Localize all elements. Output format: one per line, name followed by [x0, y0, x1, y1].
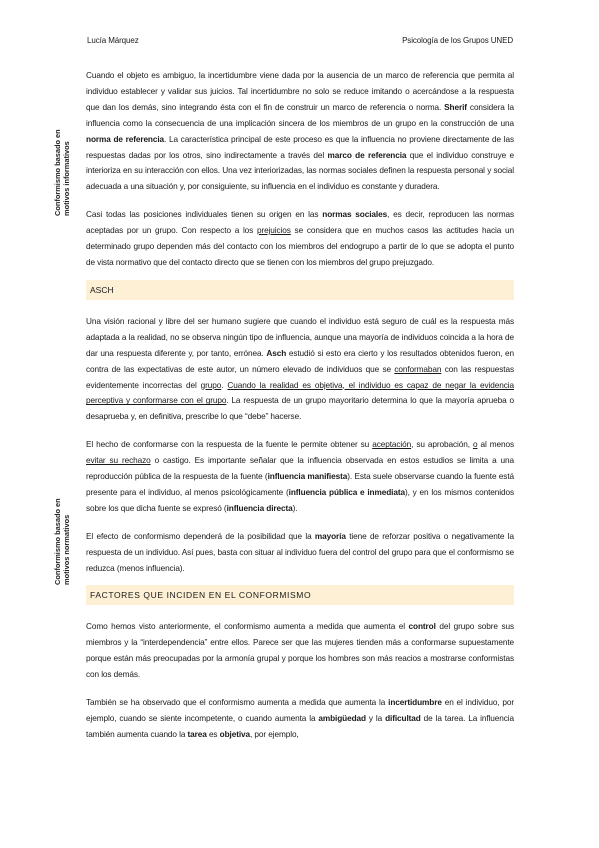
text-run: El efecto de conformismo dependerá de la posibilidad que la [86, 531, 315, 541]
bold-term: control [408, 622, 436, 632]
section-heading-factores: FACTORES QUE INCIDEN EN EL CONFORMISMO [86, 585, 514, 605]
bold-term: dificultad [385, 714, 421, 723]
text-run: , es decir, reproducen las normas aceptadas por un grupo. Con respecto a los [86, 210, 514, 236]
bold-term: tarea [187, 729, 207, 739]
side-label-line: Conformismo basado en [53, 129, 62, 216]
text-run: Casi todas las posiciones individuales tienen su origen en las [86, 210, 323, 220]
text-run: considera la influencia como la consecuencia de una implicación sincera de los miembros de un grupo en la construcción de una [86, 102, 514, 128]
paragraph-control [86, 619, 514, 683]
text-run: ). [292, 503, 298, 513]
text-run: se considera que en muchos casos las actitudes hacia un determinado grupo dependen más del contacto con los miembros del endogrupo a partir de lo que se adopta el punto de vista normativo que del contacto directo que se tienen con los miembros del grupo prejuzgado. [86, 226, 515, 267]
text-run: en el individuo, por ejemplo, cuando se siente incompetente, o cuando aumenta la [86, 698, 514, 723]
text-run: Una visión racional y libre del ser humano sugiere que cuando el individuo está seguro de cuál es la respuesta más adaptada a la realidad, no se observa ningún tipo de influencia, aunque una mayoría de individuos coincida a la hora de dar una respuesta diferente y, por tanto, errónea. [86, 316, 514, 358]
document-body [86, 68, 514, 755]
section-heading-asch: ASCH [86, 280, 514, 300]
paragraph-mayoria [86, 529, 514, 577]
bold-term: marco de referencia [327, 150, 407, 160]
text-run: , su aprobación, [411, 440, 473, 450]
text-run: También se ha observado que el conformismo aumenta a medida que aumenta la [86, 698, 389, 708]
bold-term: incertidumbre [388, 698, 442, 708]
underlined-term: evitar su rechazo [86, 456, 151, 466]
side-label-line: Conformismo basado en [53, 498, 62, 585]
underlined-term: o [472, 440, 478, 450]
bold-term: objetiva [219, 729, 251, 739]
side-label-line: motivos informativos [62, 141, 71, 216]
header-author: Lucía Márquez [87, 36, 139, 45]
bold-term: Asch [266, 348, 287, 358]
underlined-term: conformaban [394, 364, 442, 374]
paragraph-asch [86, 314, 514, 425]
text-run: que el individuo construye e interioriza en su interacción con ellos. Una vez interiorizadas, las normas sociales definen la respuesta personal y social adecuada a una situación y, por consiguiente, su influencia en el individuo es constante y duradera. [86, 150, 515, 192]
text-run: ), y en los mismos contenidos sobre los que dicha fuente se expresó ( [86, 487, 514, 513]
text-run: y la [365, 714, 386, 723]
text-run: es [206, 729, 220, 739]
underlined-term: Cuando la realidad es objetiva, el individuo es capaz de negar la evidencia perceptiva y conformarse con el grupo [86, 380, 514, 406]
bold-term: Sherif [444, 102, 467, 112]
underlined-term: grupo [200, 380, 222, 390]
paragraph-normas-sociales [86, 207, 514, 271]
text-run: . La característica principal de este proceso es que la influencia no proviene directamente de las respuestas dadas por los otros, sino indirectamente a través del [86, 134, 515, 160]
header-course: Psicología de los Grupos UNED [402, 36, 513, 45]
bold-term: influencia manifiesta [267, 472, 348, 482]
bold-term: mayoría [314, 531, 346, 541]
bold-term: influencia pública e inmediata [288, 487, 405, 497]
text-run: . [221, 380, 228, 390]
text-run: estudió si esto era cierto y los resultados obtenidos fueron, en contra de las expectativas de este autor, un número elevado de individuos que se [86, 348, 514, 374]
text-run: , por ejemplo, [250, 729, 299, 739]
text-run: El hecho de conformarse con la respuesta de la fuente le permite obtener su [86, 440, 373, 450]
side-label-line: motivos normativos [62, 514, 71, 585]
bold-term: influencia directa [226, 503, 293, 513]
text-run: ). Esta suele observarse cuando la fuente está presente para el individuo, al menos psicológicamente ( [86, 472, 514, 497]
paragraph-incertidumbre [86, 695, 514, 743]
text-run: con las respuestas evidentemente incorrectas del [86, 364, 514, 390]
side-label-normativos [53, 498, 71, 585]
text-run: Cuando el objeto es ambiguo, la incertidumbre viene dada por la ausencia de un marco de referencia que permita al individuo establecer y validar sus juicios. Tal incertidumbre no solo se reduce imitando o acercándose a la respuesta que dan los demás, sino integrando ésta con el fin de construir un marco de referencia o norma. [86, 71, 514, 112]
underlined-term: prejuicios [256, 226, 291, 236]
underlined-term: aceptación [372, 440, 412, 450]
text-run: del grupo sobre sus miembros y la “interdependencia” entre ellos. Parece ser que las mujeres tienden más a conformarse supuestamente porque están más preocupadas por la armonía grupal y porque los hombres son más reacios a mostrarse conformistas con los demás. [86, 622, 514, 680]
bold-term: ambigüedad [318, 714, 366, 723]
text-run: tiene de reforzar positiva o negativamente la respuesta de un individuo. Así pues, basta con situar al individuo fuera del control del grupo para que el conformismo se reduzca (menos influencia). [86, 531, 514, 573]
paragraph-aceptacion [86, 437, 514, 517]
bold-term: norma de referencia [86, 134, 165, 144]
text-run: de la tarea. La influencia también aumenta cuando la [86, 714, 514, 739]
text-run: Como hemos visto anteriormente, el conformismo aumenta a medida que aumenta el [86, 622, 409, 632]
side-label-informativos [53, 129, 71, 216]
text-run: . La respuesta de un grupo mayoritario determina lo que la mayoría aprueba o desaprueba y, en definitiva, prescribe lo que “debe” hacerse. [86, 396, 514, 422]
bold-term: normas sociales [322, 210, 388, 220]
text-run: o castigo. Es importante señalar que la influencia observada en estos estudios se limita a una reproducción pública de la respuesta de la fuente ( [86, 456, 514, 482]
paragraph-sherif [86, 68, 514, 195]
text-run: al menos [477, 440, 514, 450]
